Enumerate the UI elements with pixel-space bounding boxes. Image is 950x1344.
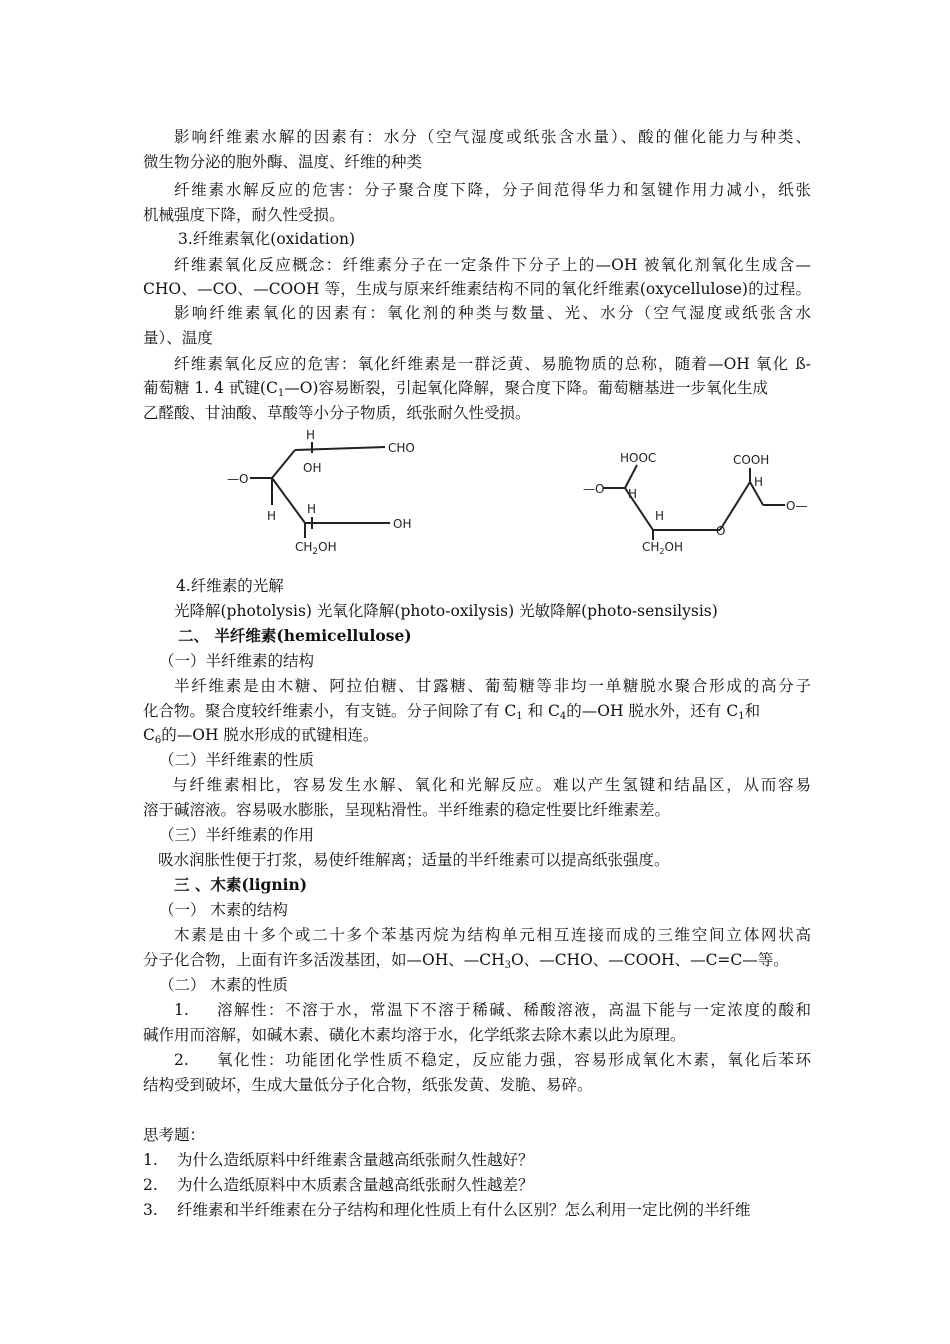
- subheading-lignin-structure: （一） 木素的结构: [159, 901, 288, 919]
- subheading-hemicellulose-properties: （二）半纤维素的性质: [159, 751, 315, 769]
- group-ch2oh: [295, 540, 337, 557]
- subheading-hemicellulose-function: （三）半纤维素的作用: [159, 826, 315, 844]
- question-text: 为什么造纸原料中木质素含量越高纸张耐久性越差？: [177, 1176, 534, 1194]
- subscript: 1: [738, 711, 745, 722]
- paragraph-hydrolysis-factors-cont: 微生物分泌的胞外酶、温度、纤维的种类: [143, 153, 423, 171]
- text-fragment: 的—OH 脱水外，还有 C: [566, 702, 739, 720]
- group-cho: CHO: [388, 441, 415, 455]
- group-ch2oh: [642, 540, 683, 556]
- paragraph-lignin-solubility: [143, 1000, 811, 1020]
- paragraph-lignin-oxidation-cont: 结构受到破坏，生成大量低分子化合物，纸张发黄、发脆、易碎。: [143, 1076, 593, 1094]
- formula-part: CH: [642, 540, 660, 554]
- atom-h: H: [754, 475, 764, 489]
- paragraph-hemicellulose-structure: 半纤维素是由木糖、阿拉伯糖、甘露糖、葡萄糖等非均一单糖脱水聚合形成的高分子: [174, 677, 811, 695]
- paragraph-hemicellulose-properties-cont: 溶于碱溶液。容易吸水膨胀，呈现粘滑性。半纤维素的稳定性要比纤维素差。: [143, 801, 671, 819]
- heading-photolysis: 4.纤维素的光解: [176, 577, 284, 595]
- heading-oxidation: 3.纤维素氧化(oxidation): [178, 230, 356, 248]
- subscript: 6: [154, 735, 162, 746]
- ether-oxygen: O—: [786, 499, 808, 513]
- subheading-hemicellulose-structure: （一）半纤维素的结构: [159, 652, 315, 670]
- paragraph-oxidation-concept-cont: CHO、—CO、—COOH 等，生成与原来纤维素结构不同的氧化纤维素(oxycellulose)的过程。: [143, 280, 811, 298]
- question-number: 3.: [143, 1201, 158, 1219]
- group-oh: OH: [303, 461, 322, 475]
- paragraph-hydrolysis-harm: 纤维素水解反应的危害：分子聚合度下降，分子间范得华力和氢键作用力减小，纸张: [174, 181, 811, 199]
- text-fragment: 的—OH 脱水形成的甙键相连。: [161, 726, 379, 744]
- text-fragment: 和 C: [522, 702, 560, 720]
- heading-lignin: 三 、木素(lignin): [174, 875, 308, 894]
- text-fragment: 化合物。聚合度较纤维素小，有支链。分子间除了有 C: [143, 702, 517, 720]
- question-item: [143, 1200, 811, 1220]
- formula-part: OH: [664, 540, 683, 554]
- question-number: 2.: [143, 1176, 158, 1194]
- subscript: 1: [277, 388, 285, 399]
- text-fragment: O、—CHO、—COOH、—C=C—等。: [510, 951, 789, 969]
- formula-subscript: 2: [312, 547, 319, 557]
- paragraph-hemicellulose-function: 吸水润胀性便于打浆，易使纤维解离；适量的半纤维素可以提高纸张强度。: [158, 851, 670, 869]
- group-cooh: COOH: [733, 453, 770, 467]
- atom-h: H: [307, 502, 317, 516]
- question-text: 纤维素和半纤维素在分子结构和理化性质上有什么区别？怎么利用一定比例的半纤维: [177, 1201, 751, 1219]
- formula-part: OH: [318, 540, 337, 554]
- paragraph-oxidation-factors-cont: 量）、温度: [143, 329, 213, 347]
- text-fragment: 葡萄糖 1. 4 甙键(C: [143, 379, 278, 397]
- ether-oxygen: —O: [583, 482, 605, 496]
- paragraph-lignin-solubility-cont: 碱作用而溶解，如碱木素、磺化木素均溶于水，化学纸浆去除木素以此为原理。: [143, 1026, 686, 1044]
- paragraph-hemicellulose-structure-end: [143, 725, 811, 745]
- paragraph-oxidation-concept: 纤维素氧化反应概念：纤维素分子在一定条件下分子上的—OH 被氧化剂氧化生成含—: [174, 256, 811, 274]
- text-fragment: [143, 701, 760, 721]
- subscript: 4: [559, 711, 567, 722]
- list-number: 1.: [174, 1001, 189, 1019]
- paragraph-oxidation-harm-cont: [143, 378, 811, 398]
- paragraph-oxidation-factors: 影响纤维素氧化的因素有：氧化剂的种类与数量、光、水分（空气湿度或纸张含水: [174, 304, 811, 322]
- paragraph-lignin-oxidation: [143, 1050, 811, 1070]
- atom-h: H: [628, 487, 638, 501]
- paragraph-lignin-structure: 木素是由十多个或二十多个苯基丙烷为结构单元相互连接而成的三维空间立体网状高: [174, 926, 811, 944]
- text-fragment: 和: [744, 702, 761, 720]
- paragraph-oxidation-harm-end: 乙醛酸、甘油酸、草酸等小分子物质，纸张耐久性受损。: [143, 404, 531, 422]
- paragraph-hemicellulose-properties: 与纤维素相比，容易发生水解、氧化和光解反应。难以产生氢键和结晶区，从而容易: [172, 776, 811, 794]
- paragraph-oxidation-harm: 纤维素氧化反应的危害：氧化纤维素是一群泛黄、易脆物质的总称，随着—OH 氧化 ß-: [174, 355, 811, 373]
- text-fragment: 分子化合物，上面有许多活泼基团，如—OH、—CH: [143, 951, 505, 969]
- heading-hemicellulose: 二、 半纤维素(hemicellulose): [178, 626, 412, 645]
- list-text: 溶解性：不溶于水，常温下不溶于稀碱、稀酸溶液，高温下能与一定浓度的酸和: [217, 1001, 811, 1019]
- oxycellulose-structure-figure: [205, 420, 815, 565]
- paragraph-photolysis-types: 光降解(photolysis) 光氧化降解(photo-oxilysis) 光敏降解(photo-sensilysis): [174, 602, 718, 620]
- subscript: 1: [516, 711, 523, 722]
- text-fragment: —O)容易断裂，引起氧化降解，聚合度下降。葡萄糖基进一步氧化生成: [284, 379, 768, 397]
- paragraph-hydrolysis-harm-cont: 机械强度下降，耐久性受损。: [143, 206, 345, 224]
- paragraph-lignin-structure-cont: [143, 950, 811, 970]
- paragraph-hydrolysis-factors: 影响纤维素水解的因素有：水分（空气湿度或纸张含水量）、酸的催化能力与种类、: [174, 128, 811, 146]
- text-fragment: C: [143, 726, 155, 744]
- ring-oxygen: O: [716, 524, 726, 538]
- group-hooc: HOOC: [620, 451, 657, 465]
- atom-h: H: [267, 509, 277, 523]
- subheading-lignin-properties: （二） 木素的性质: [159, 976, 288, 994]
- question-item: [143, 1150, 811, 1170]
- question-number: 1.: [143, 1151, 158, 1169]
- list-text: 氧化性：功能团化学性质不稳定，反应能力强，容易形成氧化木素，氧化后苯环: [217, 1051, 811, 1069]
- formula-subscript: 2: [659, 547, 665, 556]
- atom-h: H: [655, 509, 665, 523]
- questions-title: 思考题：: [143, 1126, 206, 1144]
- question-text: 为什么造纸原料中纤维素含量越高纸张耐久性越好？: [177, 1151, 534, 1169]
- formula-part: CH: [295, 540, 313, 554]
- subscript: 3: [504, 960, 511, 971]
- group-oh: OH: [393, 517, 412, 531]
- question-item: [143, 1175, 811, 1195]
- ether-oxygen: —O: [227, 472, 249, 486]
- atom-h: H: [306, 428, 316, 442]
- list-number: 2.: [174, 1051, 189, 1069]
- paragraph-hemicellulose-structure-cont: [143, 701, 811, 721]
